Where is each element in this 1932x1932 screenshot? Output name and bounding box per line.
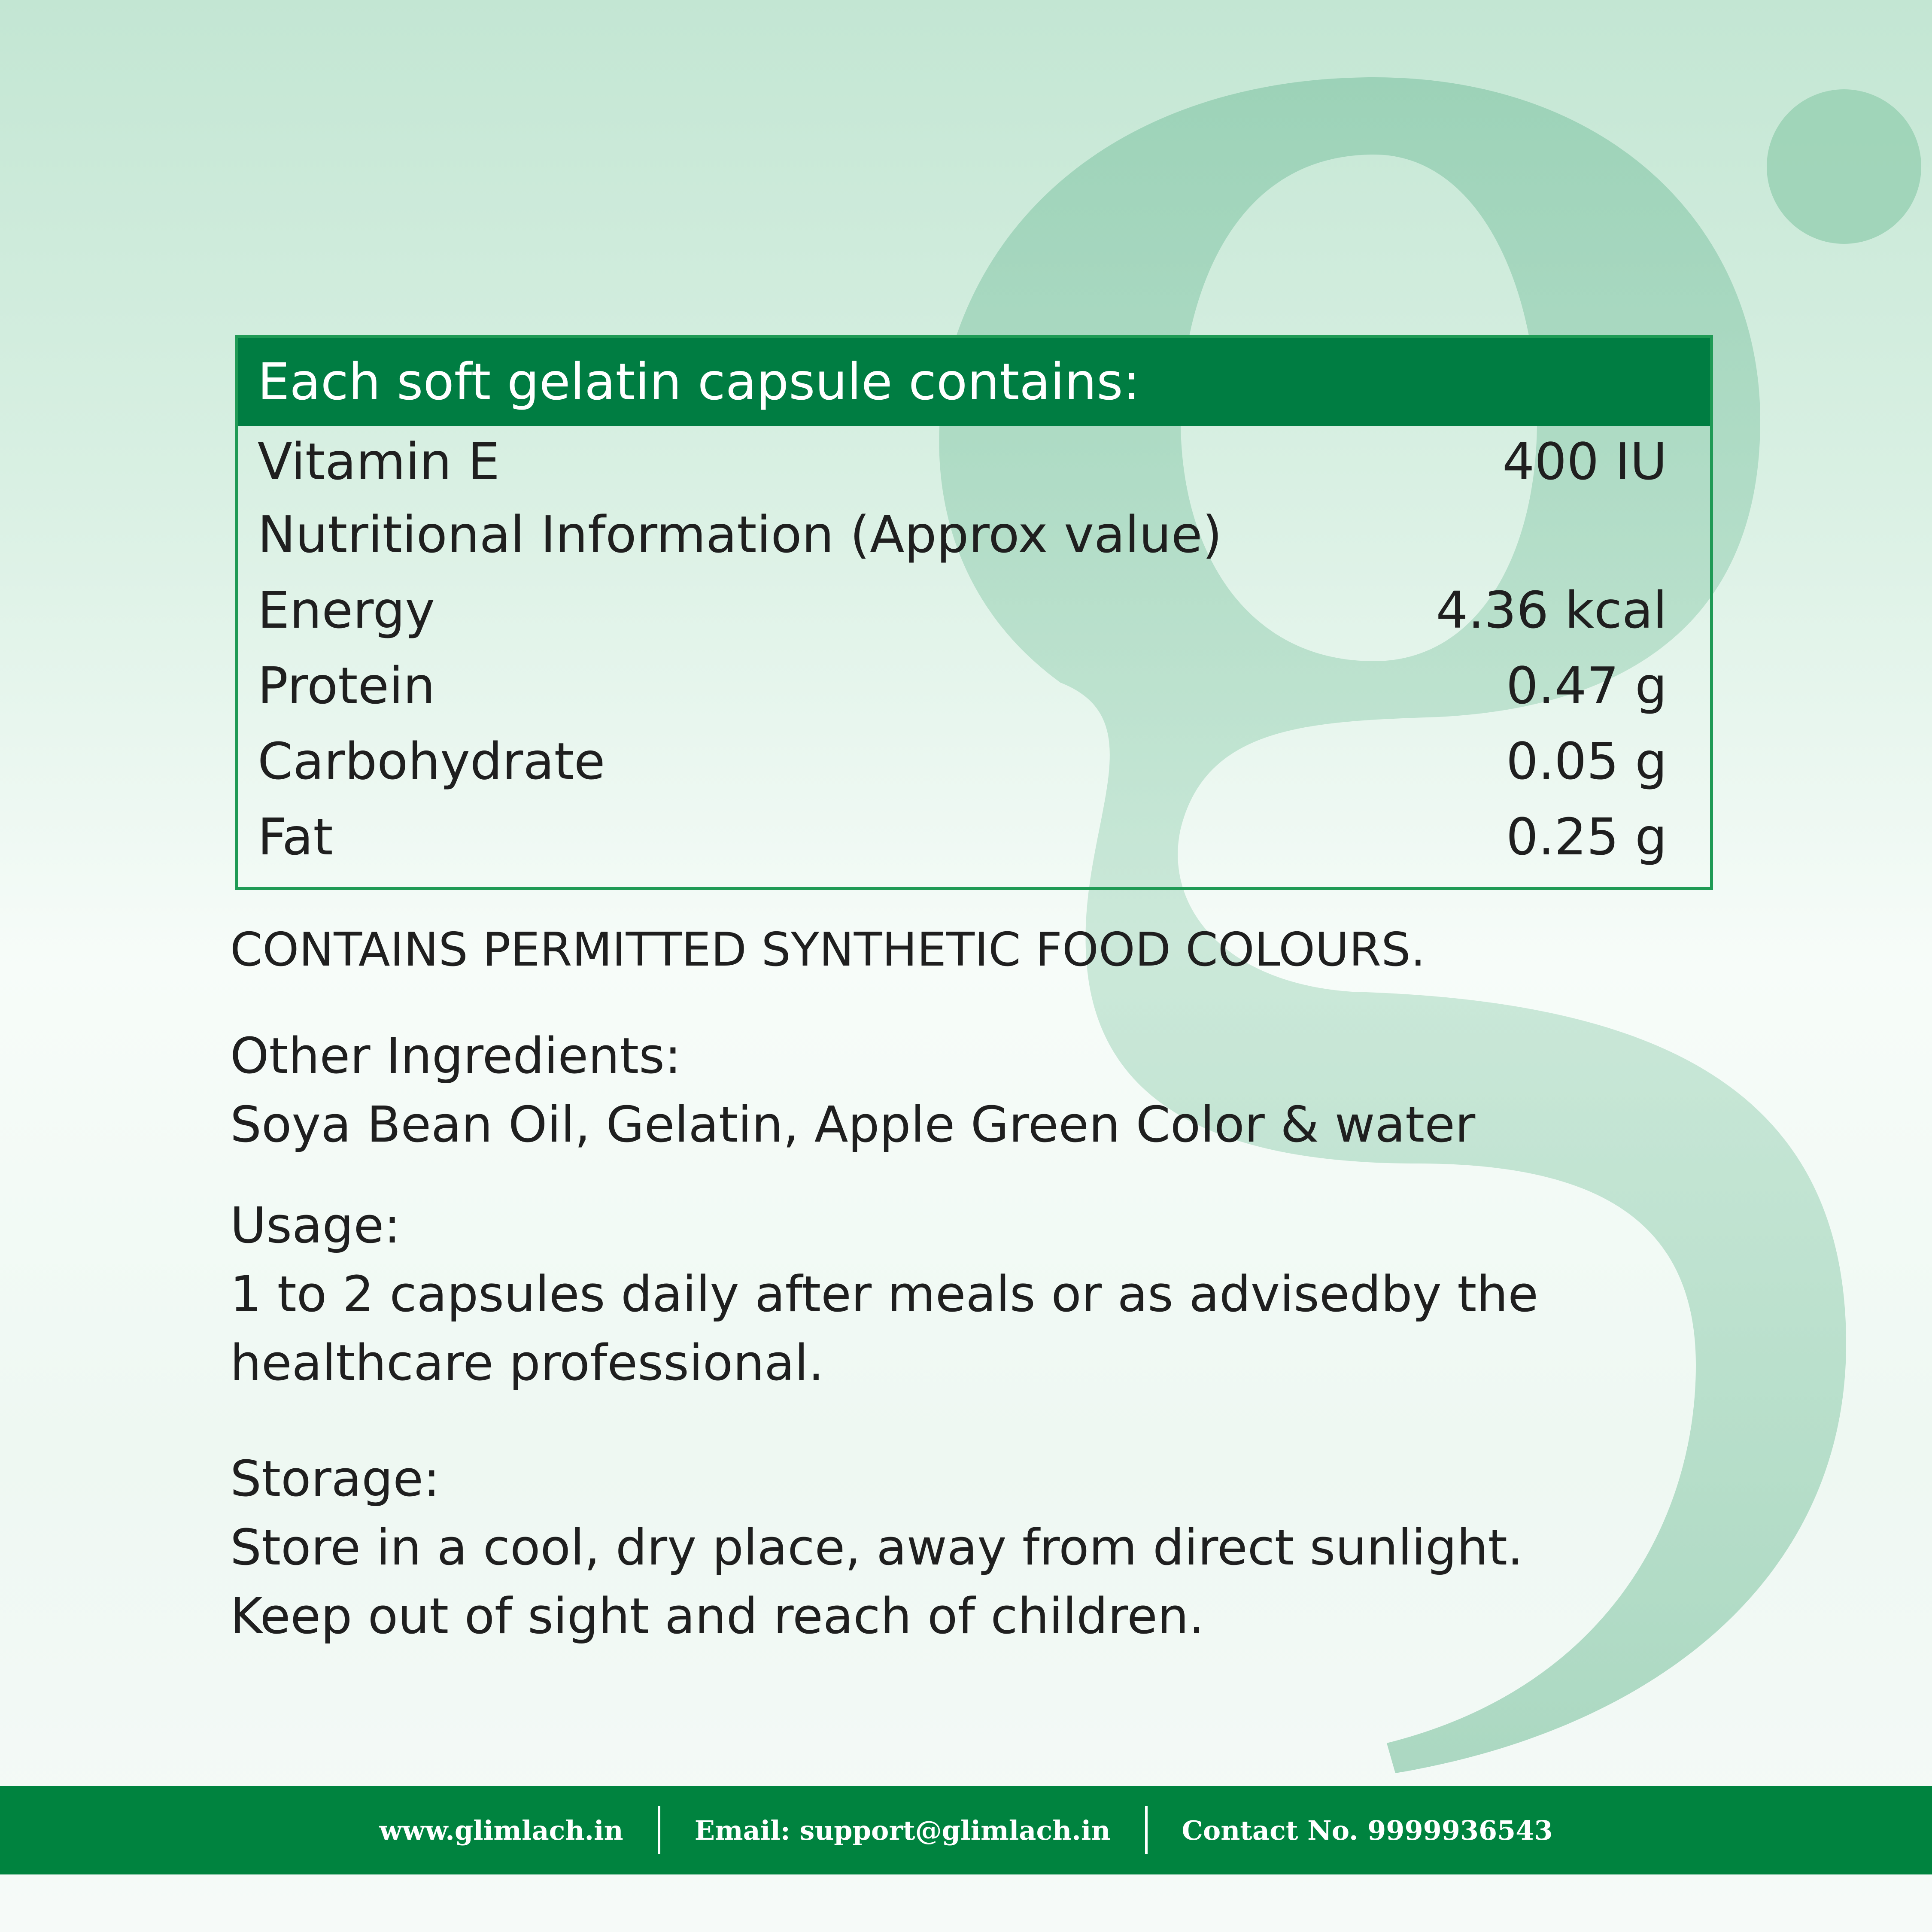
table-row: [258, 497, 1667, 572]
table-row: [258, 426, 1667, 497]
row-label: Nutritional Information (Approx value): [258, 505, 1222, 564]
email-link[interactable]: Email: support@glimlach.in: [694, 1814, 1111, 1846]
contact-number[interactable]: Contact No. 9999936543: [1182, 1814, 1553, 1846]
nutrition-table: [235, 335, 1713, 890]
storage-section: [230, 1445, 1523, 1651]
row-label: Vitamin E: [258, 431, 500, 491]
row-value: 0.05 g: [1506, 732, 1667, 791]
usage-text-line: 1 to 2 capsules daily after meals or as advisedby the: [230, 1266, 1538, 1323]
row-value: 400 IU: [1502, 431, 1667, 491]
table-header: Each soft gelatin capsule contains:: [238, 338, 1710, 426]
website-link[interactable]: www.glimlach.in: [379, 1814, 623, 1846]
table-row: [258, 723, 1667, 799]
row-label: Carbohydrate: [258, 732, 605, 791]
storage-text-line: Store in a cool, dry place, away from direct sunlight.: [230, 1519, 1523, 1577]
other-ingredients-text: Soya Bean Oil, Gelatin, Apple Green Color & water: [230, 1096, 1476, 1154]
footer-bar: [0, 1786, 1932, 1874]
table-body: [238, 426, 1710, 875]
row-label: Protein: [258, 656, 435, 715]
storage-heading: Storage:: [230, 1450, 440, 1508]
table-row: [258, 799, 1667, 875]
storage-text-line: Keep out of sight and reach of children.: [230, 1588, 1205, 1645]
row-label: Fat: [258, 807, 333, 866]
other-ingredients-section: [230, 1022, 1475, 1159]
row-value: 4.36 kcal: [1436, 580, 1667, 640]
row-value: 0.25 g: [1506, 807, 1667, 866]
other-ingredients-heading: Other Ingredients:: [230, 1027, 681, 1085]
usage-heading: Usage:: [230, 1197, 401, 1255]
row-label: Energy: [258, 580, 435, 640]
usage-text-line: healthcare professional.: [230, 1334, 824, 1392]
food-colour-note: CONTAINS PERMITTED SYNTHETIC FOOD COLOURS.: [230, 923, 1426, 977]
row-value: 0.47 g: [1506, 656, 1667, 715]
table-row: [258, 648, 1667, 723]
usage-section: [230, 1191, 1538, 1397]
table-row: [258, 572, 1667, 648]
